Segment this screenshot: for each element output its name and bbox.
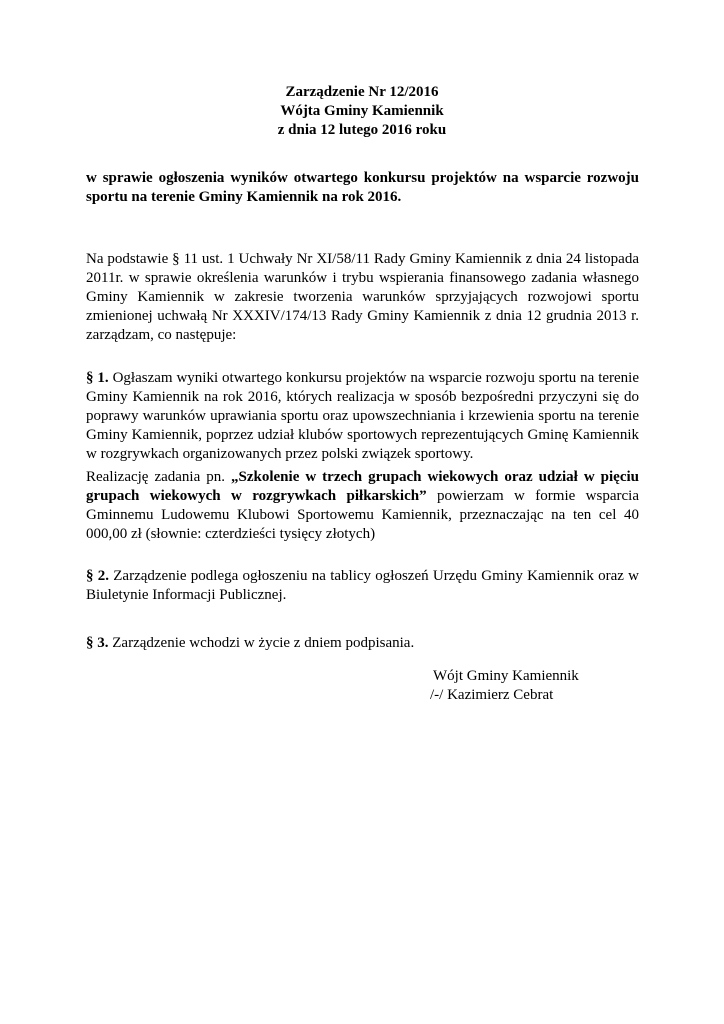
- realization-suffix: powierzam w formie wsparcia Gminnemu Ludowemu Klubowi Sportowemu Kamiennik, przeznaczając na ten cel 40 000,00 zł (słownie: czterdzieści tysięcy złotych): [86, 488, 639, 542]
- section-1-marker: § 1.: [86, 370, 109, 386]
- section-3-paragraph: [86, 634, 639, 653]
- ordinance-subject: w sprawie ogłoszenia wyników otwartego konkursu projektów na wsparcie rozwoju sportu na terenie Gminy Kamiennik na rok 2016.: [86, 170, 639, 205]
- section-2-marker: § 2.: [86, 568, 110, 584]
- section-2-paragraph: [86, 567, 639, 605]
- section-3-marker: § 3.: [86, 635, 109, 651]
- section-3-text: Zarządzenie wchodzi w życie z dniem podpisania.: [108, 635, 415, 651]
- signatory-title: Wójt Gminy Kamiennik: [433, 668, 579, 684]
- issue-date: z dnia 12 lutego 2016 roku: [277, 122, 447, 138]
- section-2-text: Zarządzenie podlega ogłoszeniu na tablicy ogłoszeń Urzędu Gminy Kamiennik oraz w Biuletynie Informacji Publicznej.: [86, 568, 639, 603]
- legal-basis-paragraph: Na podstawie § 11 ust. 1 Uchwały Nr XI/58/11 Rady Gminy Kamiennik z dnia 24 listopada 2011r. w sprawie określenia warunków i trybu wspierania finansowego zadania własnego Gminy Kamiennik w zakresie tworzenia warunków sprzyjających rozwojowi sportu zmienionej uchwałą Nr XXXIV/174/13 Rady Gminy Kamiennik z dnia 12 grudnia 2013 r. zarządzam, co następuje:: [86, 251, 639, 343]
- section-1-paragraph: [86, 369, 639, 464]
- task-title: „Szkolenie w trzech grupach wiekowych oraz udział w pięciu grupach wiekowych w rozgrywkach piłkarskich”: [86, 469, 639, 504]
- section-1-text: Ogłaszam wyniki otwartego konkursu projektów na wsparcie rozwoju sportu na terenie Gminy Kamiennik na rok 2016, których realizacja w sposób bezpośredni przyczyni się do poprawy warunków uprawiania sportu oraz upowszechniania i krzewienia sportu na terenie Gminy Kamiennik, poprzez udział klubów sportowych reprezentujących Gminę Kamiennik w rozgrywkach organizowanych przez polski związek sportowy.: [86, 370, 640, 462]
- realization-prefix: Realizację zadania pn.: [86, 469, 232, 485]
- section-1-realization-paragraph: [86, 468, 639, 544]
- document-header: [0, 83, 724, 140]
- issuer: Wójta Gminy Kamiennik: [280, 103, 444, 119]
- ordinance-number: Zarządzenie Nr 12/2016: [285, 84, 439, 100]
- signature-block: [430, 667, 670, 705]
- signatory-name: /-/ Kazimierz Cebrat: [430, 687, 554, 703]
